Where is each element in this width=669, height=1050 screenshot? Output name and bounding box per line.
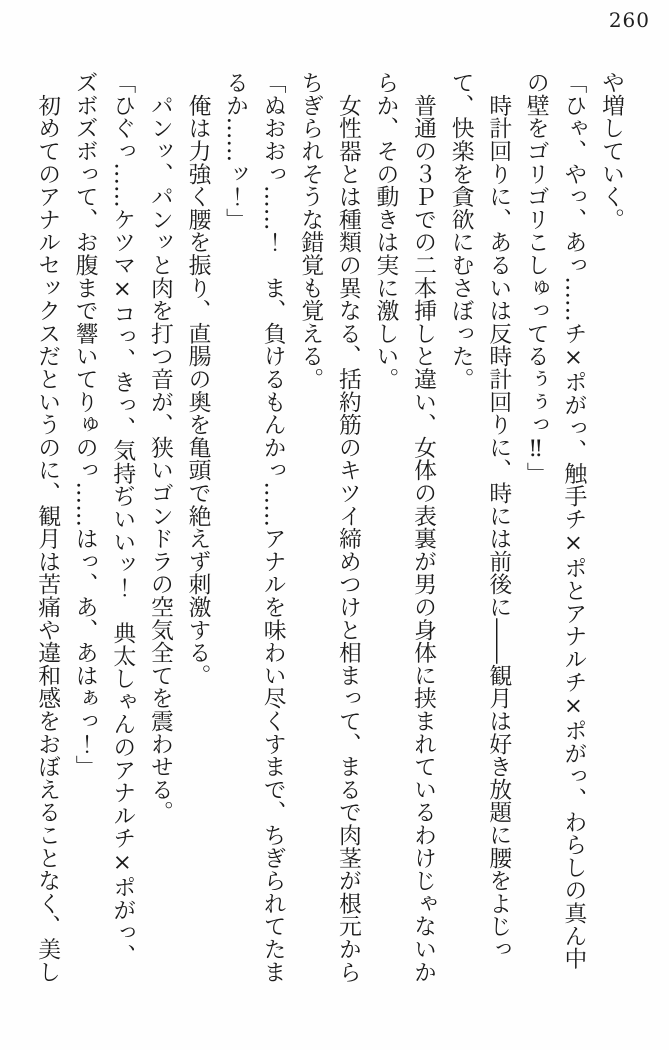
paragraph: 普通の３Ｐでの二本挿しと違い、女体の表裏が男の身体に挟まれているわけじゃないからか、その動きは実に激しい。	[372, 71, 437, 983]
paragraph: パンッ、パンッと肉を打つ音が、狭いゴンドラの空気全てを震わせる。	[146, 71, 173, 824]
page-text-block	[26, 71, 629, 984]
paragraph: 「ひぐっ……ケツマ×コっ、きっ、気持ぢいいッ！ 典太しゃんのアナルチ×ポがっ、ズボズボって、お腹まで響いてりゅのっ……はっ、あ、あはぁっ！」	[71, 71, 136, 967]
paragraph: や増していく。	[598, 71, 624, 231]
paragraph: 「ぬおおっ……！ ま、負けるもんかっ……アナルを味わい尽くすまで、ちぎられてたまるか……ッ！」	[222, 71, 286, 983]
page-number: 260	[608, 8, 650, 32]
paragraph: 女性器とは種類の異なる、括約筋のキツイ締めつけと相まって、まるで肉茎が根元からちぎられそうな錯覚も覚える。	[297, 71, 361, 983]
paragraph: 初めてのアナルセックスだというのに、観月は苦痛や違和感をおぼえることなく、美し	[34, 71, 61, 983]
paragraph: 「ひゃ、やっ、あっ……チ×ポがっ、触手チ×ポとアナルチ×ポがっ、わらしの真ん中の壁をゴリゴリこしゅってるぅぅっ‼」	[522, 71, 587, 970]
paragraph: 俺は力強く腰を振り、直腸の奥を亀頭で絶えず刺激する。	[184, 71, 211, 687]
paragraph: 時計回りに、あるいは反時計回りに、時には前後に――観月は好き放題に腰をよじって、快楽を貪欲にむさぼった。	[447, 71, 512, 961]
